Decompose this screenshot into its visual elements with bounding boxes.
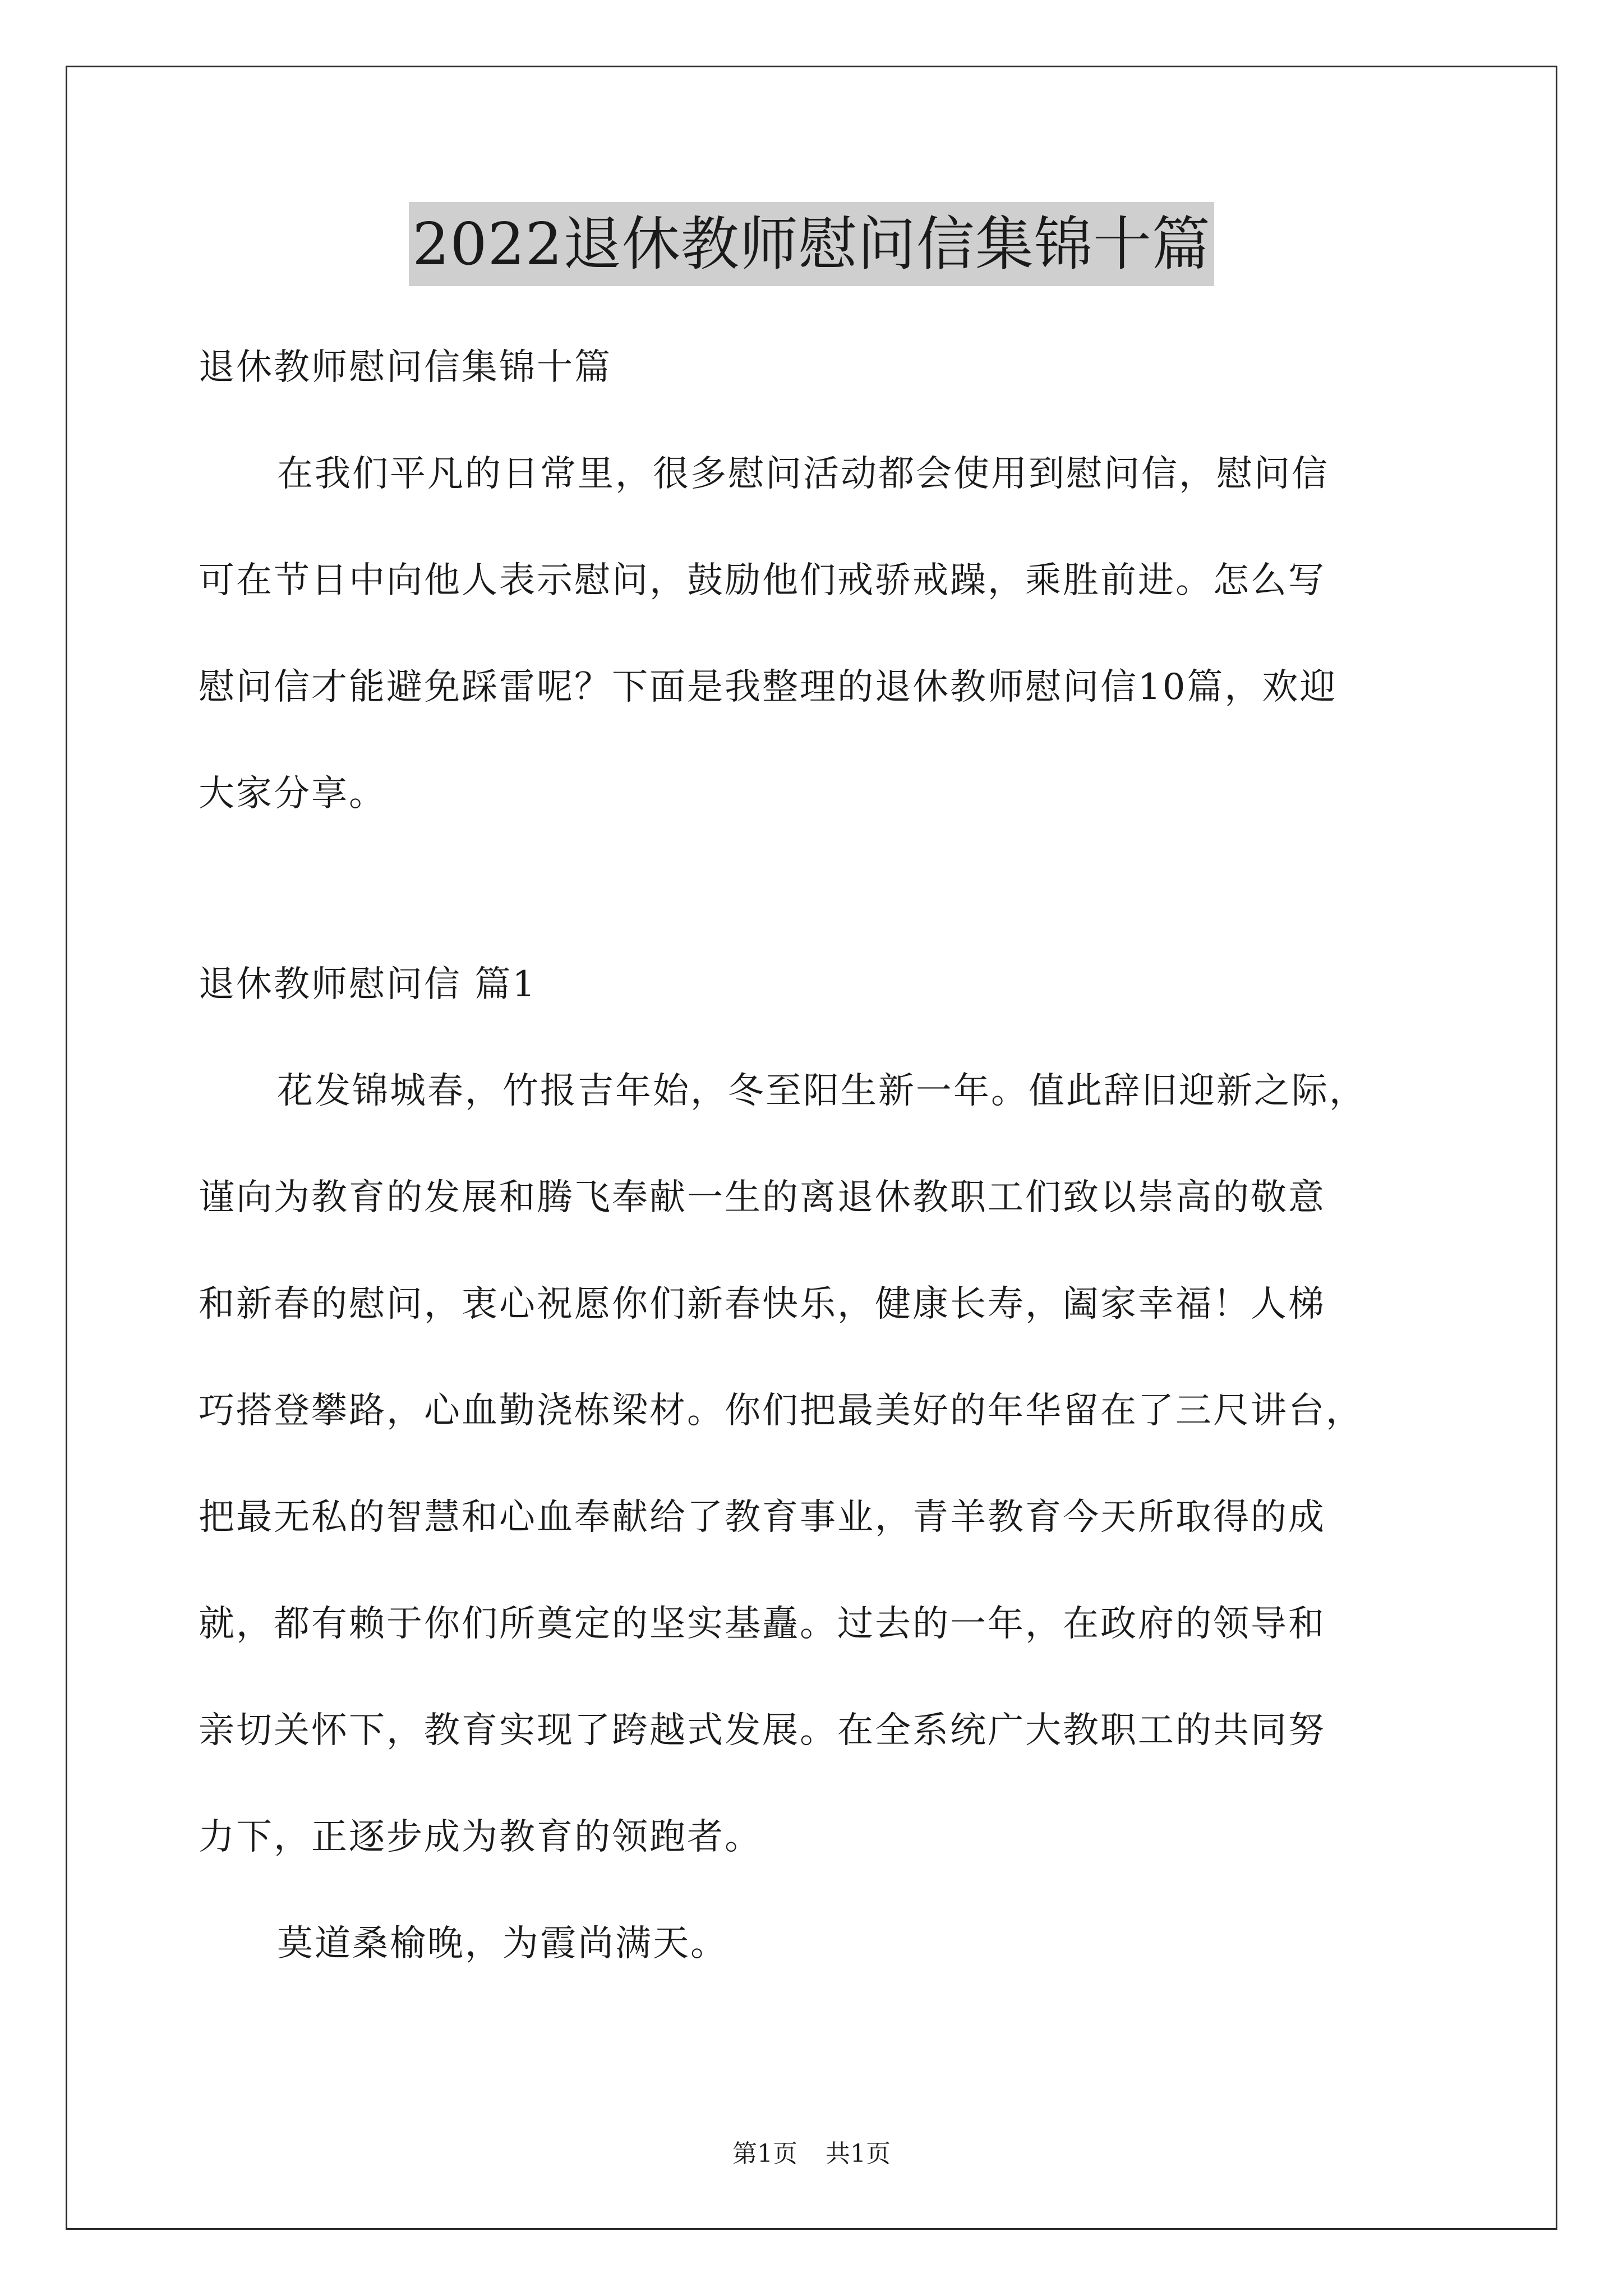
intro-line-3: 慰问信才能避免踩雷呢？下面是我整理的退休教师慰问信10篇，欢迎	[199, 666, 1338, 708]
section-gap	[199, 847, 1432, 931]
section1-para2: 莫道桑榆晚，为霞尚满天。	[277, 1923, 728, 1964]
section1-line-4: 巧搭登攀路，心血勤浇栋梁材。你们把最美好的年华留在了三尺讲台，	[199, 1390, 1363, 1432]
intro-line-2: 可在节日中向他人表示慰问，鼓励他们戒骄戒躁，乘胜前进。怎么写	[199, 560, 1326, 601]
section1-line-1: 花发锦城春，竹报吉年始，冬至阳生新一年。值此辞旧迎新之际，	[277, 1070, 1367, 1112]
section1-line-3: 和新春的慰问，衷心祝愿你们新春快乐，健康长寿，阖家幸福！人梯	[199, 1283, 1326, 1325]
intro-line-1: 在我们平凡的日常里，很多慰问活动都会使用到慰问信，慰问信	[277, 453, 1329, 495]
section1-line-2: 谨向为教育的发展和腾飞奉献一生的离退休教职工们致以崇高的敬意	[199, 1177, 1326, 1218]
document-body	[199, 314, 1432, 1997]
section1-line-5: 把最无私的智慧和心血奉献给了教育事业，青羊教育今天所取得的成	[199, 1497, 1326, 1538]
section1-line-8: 力下，正逐步成为教育的领跑者。	[199, 1816, 762, 1858]
section1-line-6: 就，都有赖于你们所奠定的坚实基矗。过去的一年，在政府的领导和	[199, 1603, 1326, 1645]
page-footer	[0, 2137, 1623, 2171]
intro-line-4: 大家分享。	[199, 773, 386, 815]
section1-line-7: 亲切关怀下，教育实现了跨越式发展。在全系统广大教职工的共同努	[199, 1710, 1326, 1751]
page-number-total: 共1页	[826, 2139, 891, 2168]
document-title	[0, 202, 1623, 286]
subtitle: 退休教师慰问信集锦十篇	[199, 347, 612, 388]
section1-heading: 退休教师慰问信 篇1	[199, 964, 537, 1005]
document-title-text: 2022退休教师慰问信集锦十篇	[409, 202, 1214, 286]
page-number-current: 第1页	[732, 2139, 797, 2168]
